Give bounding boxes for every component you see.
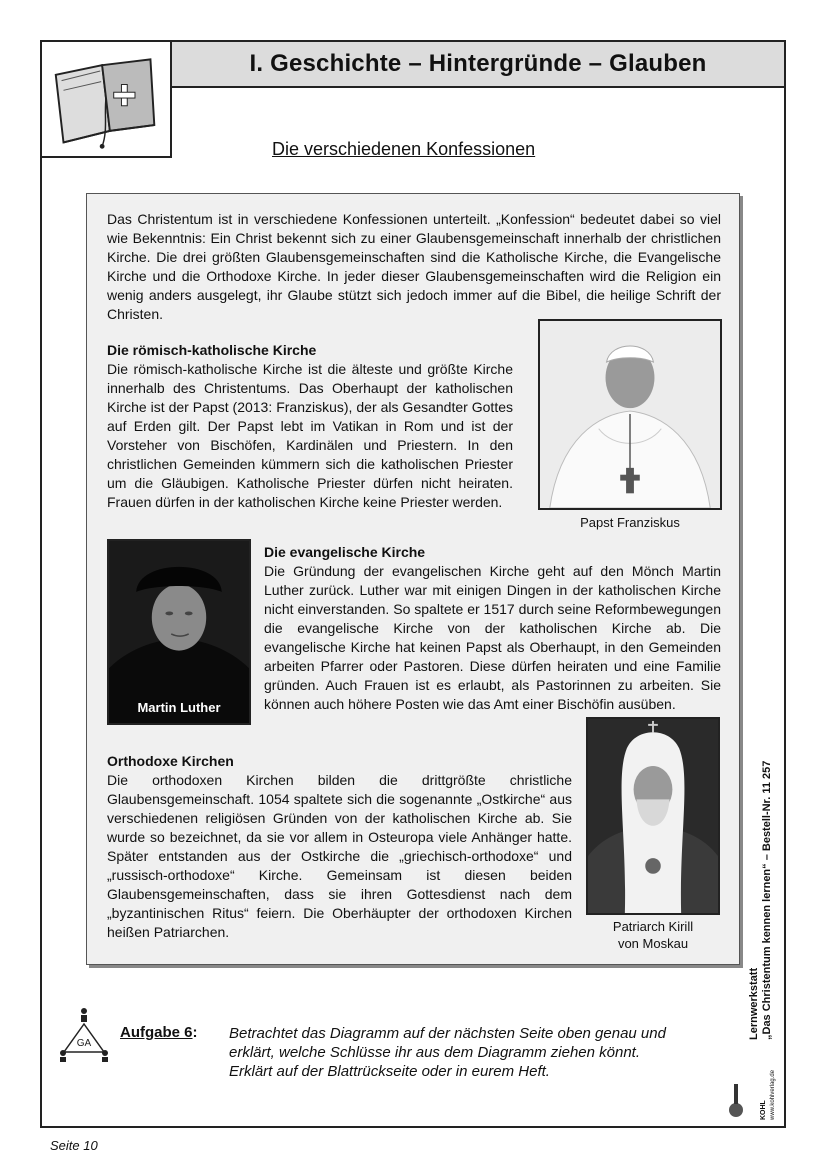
sidebar-order-info: [748, 760, 774, 1040]
kirill-photo: [586, 717, 720, 915]
evangelical-section: [264, 543, 721, 714]
sidebar-line1: Lernwerkstatt: [748, 967, 760, 1040]
pope-photo: [538, 319, 722, 510]
publisher-logo-icon: [728, 1080, 744, 1120]
group-work-label: GA: [76, 1038, 92, 1049]
orthodox-text: Die orthodoxen Kirchen bilden die drittgrößte christliche Glaubensgemeinschaft. 1054 spaltete sich die sogenannte „Ostkirche“ aus verschiedenen religiösen Gründen von der katholischen Kirche ab. Sie wurde so bezeichnet, da sie vor allem in Osteuropa viele Anhänger hatte. Später entstanden aus der Ostkirche die „griechisch-orthodoxe“ und „russisch-orthodoxe“ Kirche. Gemeinsam ist diesen beiden Glaubensgemeinschaften, dass sie ihren Gottesdienst nach dem „byzantinischen Ritus“ feiern. Die Oberhäupter der orthodoxen Kirchen heißen Patriarchen.: [107, 772, 572, 940]
catholic-section: [107, 341, 513, 512]
task-label-colon: :: [192, 1024, 198, 1041]
bible-icon: [42, 42, 170, 156]
catholic-heading: Die römisch-katholische Kirche: [107, 342, 317, 358]
task-label-text: Aufgabe 6: [120, 1024, 193, 1041]
orthodox-section: [107, 752, 572, 942]
task-text: Betrachtet das Diagramm auf der nächsten Seite oben genau und erklärt, welche Schlüsse ihr aus dem Diagramm ziehen könnt. Erklärt auf der Blattrückseite oder in eurem Heft.: [229, 1025, 666, 1080]
section-subtitle: Die verschiedenen Konfessionen: [272, 139, 536, 159]
luther-caption: Martin Luther: [137, 700, 221, 715]
intro-text: Das Christentum ist in verschiedene Konfessionen unterteilt. „Konfession“ bedeutet dabei so viel wie Bekenntnis: Ein Christ bekennt sich zu einer Glaubensgemeinschaft innerhalb der christlichen Kirche. Die drei größten Glaubensgemeinschaften sind die Katholische Kirche, die Evangelische Kirche und die Orthodoxe Kirche. In jeder dieser Glaubensgemeinschaften wird die Religion ein wenig anders ausgelegt, ihr Glaube stützt sich jedoch immer auf die Bibel, die heilige Schrift der Christen.: [107, 211, 721, 322]
header-bar: [170, 40, 786, 88]
pope-caption: Papst Franziskus: [580, 515, 680, 530]
sidebar-line2: „Das Christentum kennen lernen“ – Bestell-Nr. 11 257: [761, 760, 773, 1040]
kirill-caption-line2: von Moskau: [617, 936, 689, 951]
catholic-text: Die römisch-katholische Kirche ist die älteste und größte Kirche innerhalb des Christentums. Das Oberhaupt der katholischen Kirche ist der Papst (2013: Franziskus), der als Gesandter Gottes auf Erden gilt. Der Papst lebt im Vatikan in Rom und ist der Vorsteher von Bischöfen, Kardinälen und Priestern. In den christlichen Gemeinden kümmern sich die katholischen Priester um die Gläubigen. Katholische Priester dürfen nicht heiraten. Frauen dürfen in der katholischen Kirche keine Priester werden.: [107, 361, 513, 510]
luther-photo: [107, 539, 251, 725]
publisher-url: www.kohlverlag.de: [770, 1069, 776, 1120]
intro-paragraph: [107, 210, 721, 324]
publisher-name: KOHL: [760, 1100, 767, 1120]
page-title: I. Geschichte – Hintergründe – Glauben: [249, 50, 707, 77]
task-label: [120, 1024, 198, 1041]
page-number: Seite 10: [50, 1138, 98, 1153]
kirill-caption-line1: Patriarch Kirill: [612, 919, 694, 934]
evangelical-heading: Die evangelische Kirche: [264, 544, 426, 560]
kirill-caption: [586, 918, 720, 952]
orthodox-heading: Orthodoxe Kirchen: [107, 753, 234, 769]
evangelical-text: Die Gründung der evangelischen Kirche geht auf den Mönch Martin Luther zurück. Luther war mit einigen Dingen in der katholischen Kirche nicht einverstanden. So spaltete er 1517 durch seine Reformbewegungen die evangelische Kirche von der katholischen Kirche ab. Die evangelische Kirche hat keinen Papst als Oberhaupt, in den Gemeinden arbeiten Pfarrer oder Pastoren. Diese dürfen heiraten und eine Familie gründen. Auch Frauen ist es erlaubt, als Pastorinnen zu arbeiten. Sie können auch höhere Posten wie das Amt einer Bischöfin ausüben.: [264, 563, 721, 712]
logo-box: [40, 40, 172, 158]
group-work-icon: [58, 1006, 110, 1062]
